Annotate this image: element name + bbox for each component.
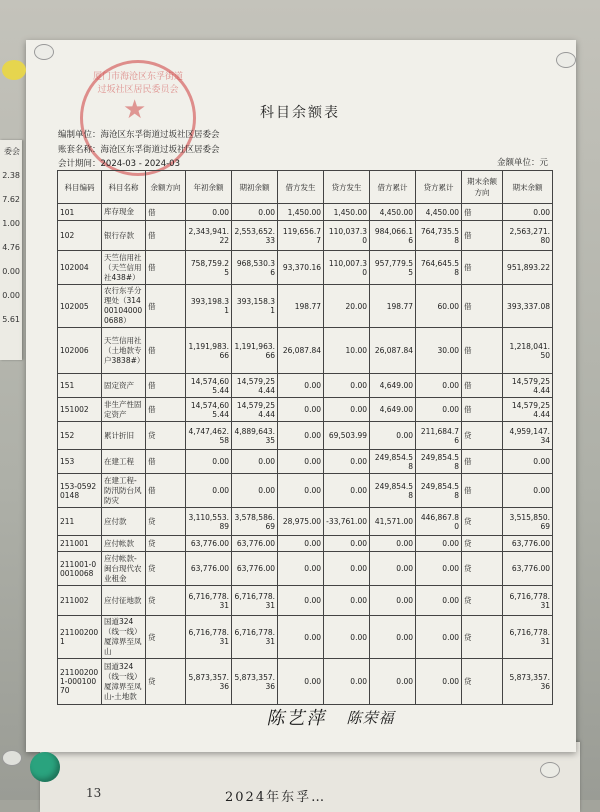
table-cell: 101: [58, 204, 102, 221]
table-cell: 0.00: [416, 616, 462, 659]
table-cell: 957,779.55: [370, 251, 416, 285]
table-cell: 0.00: [278, 422, 324, 450]
next-sheet-handwriting: 2024年东孚…: [225, 790, 327, 805]
table-cell: 贷: [462, 508, 503, 536]
table-cell: 0.00: [416, 586, 462, 616]
table-cell: 211001-00010068: [58, 552, 102, 586]
table-row: [58, 285, 553, 328]
table-cell: 211002: [58, 586, 102, 616]
table-cell: 102004: [58, 251, 102, 285]
table-row: [58, 398, 553, 422]
accounting-period: 会计期间：2024-03 - 2024-03: [58, 159, 181, 169]
table-cell: 211002001-00010070: [58, 659, 102, 705]
document-title: 科目余额表: [260, 105, 340, 121]
table-cell: 4,889,643.35: [232, 422, 278, 450]
table-cell: 69,503.99: [324, 422, 370, 450]
column-header: 科目名称: [102, 171, 146, 204]
table-cell: 14,579,254.44: [232, 398, 278, 422]
table-cell: 26,087.84: [370, 328, 416, 374]
table-cell: 2,553,652.33: [232, 221, 278, 251]
table-cell: 0.00: [324, 450, 370, 474]
table-cell: 0.00: [416, 659, 462, 705]
table-cell: 0.00: [416, 398, 462, 422]
table-cell: 0.00: [324, 616, 370, 659]
signature-reviewer: 陈荣福: [345, 709, 399, 727]
table-cell: 0.00: [232, 474, 278, 508]
table-cell: 贷: [146, 586, 186, 616]
table-row: [58, 659, 553, 705]
table-cell: 14,574,605.44: [186, 374, 232, 398]
table-cell: 贷: [462, 616, 503, 659]
column-header: 借方累计: [370, 171, 416, 204]
table-cell: 在建工程: [102, 450, 146, 474]
table-cell: 41,571.00: [370, 508, 416, 536]
table-cell: 借: [146, 398, 186, 422]
table-row: [58, 328, 553, 374]
table-cell: 借: [146, 204, 186, 221]
table-cell: 3,110,553.89: [186, 508, 232, 536]
table-cell: 93,370.16: [278, 251, 324, 285]
table-cell: 天竺信用社（土地款专户3838#）: [102, 328, 146, 374]
yellow-pushpin-icon: [2, 60, 26, 80]
table-cell: 0.00: [370, 422, 416, 450]
table-cell: 26,087.84: [278, 328, 324, 374]
table-cell: 借: [146, 374, 186, 398]
table-cell: 贷: [146, 616, 186, 659]
table-cell: 6,716,778.31: [503, 616, 553, 659]
table-cell: 0.00: [416, 374, 462, 398]
table-cell: 借: [146, 450, 186, 474]
table-cell: 393,198.31: [186, 285, 232, 328]
table-cell: 63,776.00: [186, 536, 232, 552]
table-cell: 153-05920148: [58, 474, 102, 508]
table-cell: 984,066.16: [370, 221, 416, 251]
table-cell: 贷: [462, 659, 503, 705]
table-cell: 151002: [58, 398, 102, 422]
table-cell: 农行东孚分理处（314001040000688）: [102, 285, 146, 328]
table-cell: 4,450.00: [370, 204, 416, 221]
table-cell: 63,776.00: [232, 552, 278, 586]
table-cell: 借: [146, 285, 186, 328]
compiling-unit: 编制单位：海沧区东孚街道过坂社区居委会: [58, 130, 220, 140]
table-cell: 764,735.58: [416, 221, 462, 251]
table-cell: 借: [462, 328, 503, 374]
table-cell: 2,343,941.22: [186, 221, 232, 251]
table-cell: 4,959,147.34: [503, 422, 553, 450]
table-cell: 3,578,586.69: [232, 508, 278, 536]
table-cell: 0.00: [324, 398, 370, 422]
table-cell: 0.00: [503, 474, 553, 508]
column-header: 贷方累计: [416, 171, 462, 204]
adjacent-sheet-text: 委会: [4, 147, 20, 156]
table-cell: 4,649.00: [370, 374, 416, 398]
table-cell: 249,854.58: [370, 474, 416, 508]
table-cell: 951,893.22: [503, 251, 553, 285]
column-header: 余额方向: [146, 171, 186, 204]
table-cell: 0.00: [186, 204, 232, 221]
table-cell: 758,759.25: [186, 251, 232, 285]
table-cell: 5,873,357.36: [232, 659, 278, 705]
table-cell: 天竺信用社（天竺信用社438#）: [102, 251, 146, 285]
table-cell: 211,684.76: [416, 422, 462, 450]
table-cell: 211: [58, 508, 102, 536]
table-cell: 银行存款: [102, 221, 146, 251]
table-cell: 393,158.31: [232, 285, 278, 328]
table-cell: 6,716,778.31: [503, 586, 553, 616]
column-header: 期末余额方向: [462, 171, 503, 204]
table-cell: 1,191,963.66: [232, 328, 278, 374]
table-cell: 应付帐款: [102, 536, 146, 552]
table-cell: 4,747,462.58: [186, 422, 232, 450]
table-cell: 5,873,357.36: [186, 659, 232, 705]
table-cell: 110,037.30: [324, 221, 370, 251]
table-cell: 393,337.08: [503, 285, 553, 328]
table-cell: 0.00: [232, 204, 278, 221]
table-row: [58, 474, 553, 508]
table-row: [58, 586, 553, 616]
table-cell: 贷: [146, 659, 186, 705]
table-cell: 102006: [58, 328, 102, 374]
table-cell: 102: [58, 221, 102, 251]
table-cell: 借: [462, 474, 503, 508]
table-cell: 28,975.00: [278, 508, 324, 536]
table-cell: 446,867.80: [416, 508, 462, 536]
pushpin-icon: [556, 52, 576, 68]
table-cell: 5,873,357.36: [503, 659, 553, 705]
table-row: [58, 251, 553, 285]
table-cell: 0.00: [278, 474, 324, 508]
adjacent-sheet-text: 4.76: [2, 243, 20, 252]
table-cell: 249,854.58: [416, 474, 462, 508]
table-cell: 211002001: [58, 616, 102, 659]
pushpin-icon: [540, 762, 560, 778]
table-cell: 764,645.58: [416, 251, 462, 285]
table-cell: 14,574,605.44: [186, 398, 232, 422]
adjacent-sheet-text: 0.00: [2, 267, 20, 276]
table-cell: 60.00: [416, 285, 462, 328]
table-cell: 20.00: [324, 285, 370, 328]
table-cell: 6,716,778.31: [232, 616, 278, 659]
table-row: [58, 552, 553, 586]
table-cell: 4,649.00: [370, 398, 416, 422]
table-cell: 借: [462, 251, 503, 285]
table-cell: 3,515,850.69: [503, 508, 553, 536]
table-cell: 0.00: [416, 536, 462, 552]
column-header: 科目编码: [58, 171, 102, 204]
table-cell: 0.00: [324, 374, 370, 398]
table-cell: 211001: [58, 536, 102, 552]
table-cell: 0.00: [416, 552, 462, 586]
table-cell: 14,579,254.44: [503, 398, 553, 422]
table-cell: 贷: [462, 422, 503, 450]
table-cell: 非生产性固定资产: [102, 398, 146, 422]
column-header: 贷方发生: [324, 171, 370, 204]
seal-text: 厦门市海沧区东孚街道过坂社区居民委员会: [92, 72, 183, 95]
table-cell: 累计折旧: [102, 422, 146, 450]
table-cell: 6,716,778.31: [232, 586, 278, 616]
table-cell: 0.00: [370, 586, 416, 616]
table-cell: 198.77: [370, 285, 416, 328]
table-cell: 1,450.00: [278, 204, 324, 221]
table-cell: 1,450.00: [324, 204, 370, 221]
table-row: [58, 204, 553, 221]
table-cell: 63,776.00: [503, 536, 553, 552]
currency-unit: 金额单位：元: [497, 158, 549, 168]
table-cell: 0.00: [278, 398, 324, 422]
green-pushpin-icon: [30, 752, 60, 782]
table-cell: 0.00: [186, 474, 232, 508]
pushpin-icon: [2, 750, 22, 766]
table-cell: 14,579,254.44: [232, 374, 278, 398]
table-cell: 0.00: [278, 586, 324, 616]
table-cell: 0.00: [278, 552, 324, 586]
signature-preparer: 陈艺萍: [265, 708, 330, 729]
table-cell: 借: [462, 374, 503, 398]
table-cell: 0.00: [370, 616, 416, 659]
column-header: 借方发生: [278, 171, 324, 204]
table-cell: 借: [462, 221, 503, 251]
table-cell: 968,530.36: [232, 251, 278, 285]
table-row: [58, 450, 553, 474]
table-cell: 102005: [58, 285, 102, 328]
table-cell: 贷: [146, 536, 186, 552]
table-cell: 198.77: [278, 285, 324, 328]
adjacent-sheet-text: 7.62: [2, 195, 20, 204]
account-balance-table: [57, 170, 553, 705]
table-cell: 库存现金: [102, 204, 146, 221]
table-cell: 1,191,983.66: [186, 328, 232, 374]
table-cell: 0.00: [186, 450, 232, 474]
table-row: [58, 422, 553, 450]
table-cell: 63,776.00: [503, 552, 553, 586]
table-cell: 贷: [462, 536, 503, 552]
table-cell: 4,450.00: [416, 204, 462, 221]
table-cell: 0.00: [278, 536, 324, 552]
table-row: [58, 221, 553, 251]
table-cell: 借: [146, 328, 186, 374]
table-cell: 10.00: [324, 328, 370, 374]
adjacent-sheet-text: 2.38: [2, 171, 20, 180]
table-cell: 249,854.58: [416, 450, 462, 474]
page-number: 13: [86, 786, 102, 800]
table-cell: 30.00: [416, 328, 462, 374]
table-header-row: [58, 171, 553, 204]
table-cell: 贷: [462, 552, 503, 586]
table-cell: 6,716,778.31: [186, 616, 232, 659]
adjacent-sheet-text: 5.61: [2, 315, 20, 324]
table-cell: 152: [58, 422, 102, 450]
table-cell: 119,656.77: [278, 221, 324, 251]
table-cell: 151: [58, 374, 102, 398]
table-cell: 借: [462, 450, 503, 474]
table-cell: 贷: [146, 422, 186, 450]
table-cell: 1,218,041.50: [503, 328, 553, 374]
table-cell: 0.00: [324, 586, 370, 616]
table-row: [58, 374, 553, 398]
table-cell: 2,563,271.80: [503, 221, 553, 251]
table-cell: 110,007.30: [324, 251, 370, 285]
table-cell: 贷: [146, 508, 186, 536]
adjacent-sheet-text: 1.00: [2, 219, 20, 228]
table-cell: 贷: [146, 552, 186, 586]
table-cell: 0.00: [503, 450, 553, 474]
table-cell: 应付帐款-闽台现代农业租金: [102, 552, 146, 586]
table-cell: 固定资产: [102, 374, 146, 398]
adjacent-sheet-edge: [0, 140, 22, 360]
table-cell: 0.00: [278, 659, 324, 705]
table-cell: 153: [58, 450, 102, 474]
table-cell: 249,854.58: [370, 450, 416, 474]
column-header: 期初余额: [232, 171, 278, 204]
table-cell: 借: [146, 221, 186, 251]
table-cell: 6,716,778.31: [186, 586, 232, 616]
table-cell: 在建工程-防汛防台风防灾: [102, 474, 146, 508]
table-cell: 应付征地款: [102, 586, 146, 616]
column-header: 年初余额: [186, 171, 232, 204]
table-cell: 0.00: [370, 536, 416, 552]
table-cell: 借: [146, 474, 186, 508]
table-cell: 0.00: [232, 450, 278, 474]
column-header: 期末余额: [503, 171, 553, 204]
table-cell: 0.00: [370, 552, 416, 586]
table-cell: 0.00: [278, 374, 324, 398]
table-cell: 应付款: [102, 508, 146, 536]
table-cell: -33,761.00: [324, 508, 370, 536]
table-cell: 0.00: [503, 204, 553, 221]
table-cell: 0.00: [278, 450, 324, 474]
table-row: [58, 508, 553, 536]
table-cell: 贷: [462, 586, 503, 616]
table-cell: 0.00: [370, 659, 416, 705]
table-row: [58, 616, 553, 659]
adjacent-sheet-text: 0.00: [2, 291, 20, 300]
table-cell: 借: [462, 204, 503, 221]
table-cell: 63,776.00: [186, 552, 232, 586]
table-cell: 0.00: [324, 552, 370, 586]
table-cell: 14,579,254.44: [503, 374, 553, 398]
seal-star-icon: ★: [123, 95, 147, 125]
table-cell: 国道324（线一线）厦漳界至凤山: [102, 616, 146, 659]
table-cell: 0.00: [278, 616, 324, 659]
pushpin-icon: [34, 44, 54, 60]
table-cell: 国道324（线一线）厦漳界至凤山-土地款: [102, 659, 146, 705]
table-cell: 0.00: [324, 536, 370, 552]
table-cell: 借: [462, 398, 503, 422]
account-set-name: 账套名称：海沧区东孚街道过坂社区居委会: [58, 145, 220, 155]
table-cell: 63,776.00: [232, 536, 278, 552]
table-cell: 0.00: [324, 474, 370, 508]
table-cell: 借: [462, 285, 503, 328]
table-cell: 0.00: [324, 659, 370, 705]
table-row: [58, 536, 553, 552]
table-cell: 借: [146, 251, 186, 285]
